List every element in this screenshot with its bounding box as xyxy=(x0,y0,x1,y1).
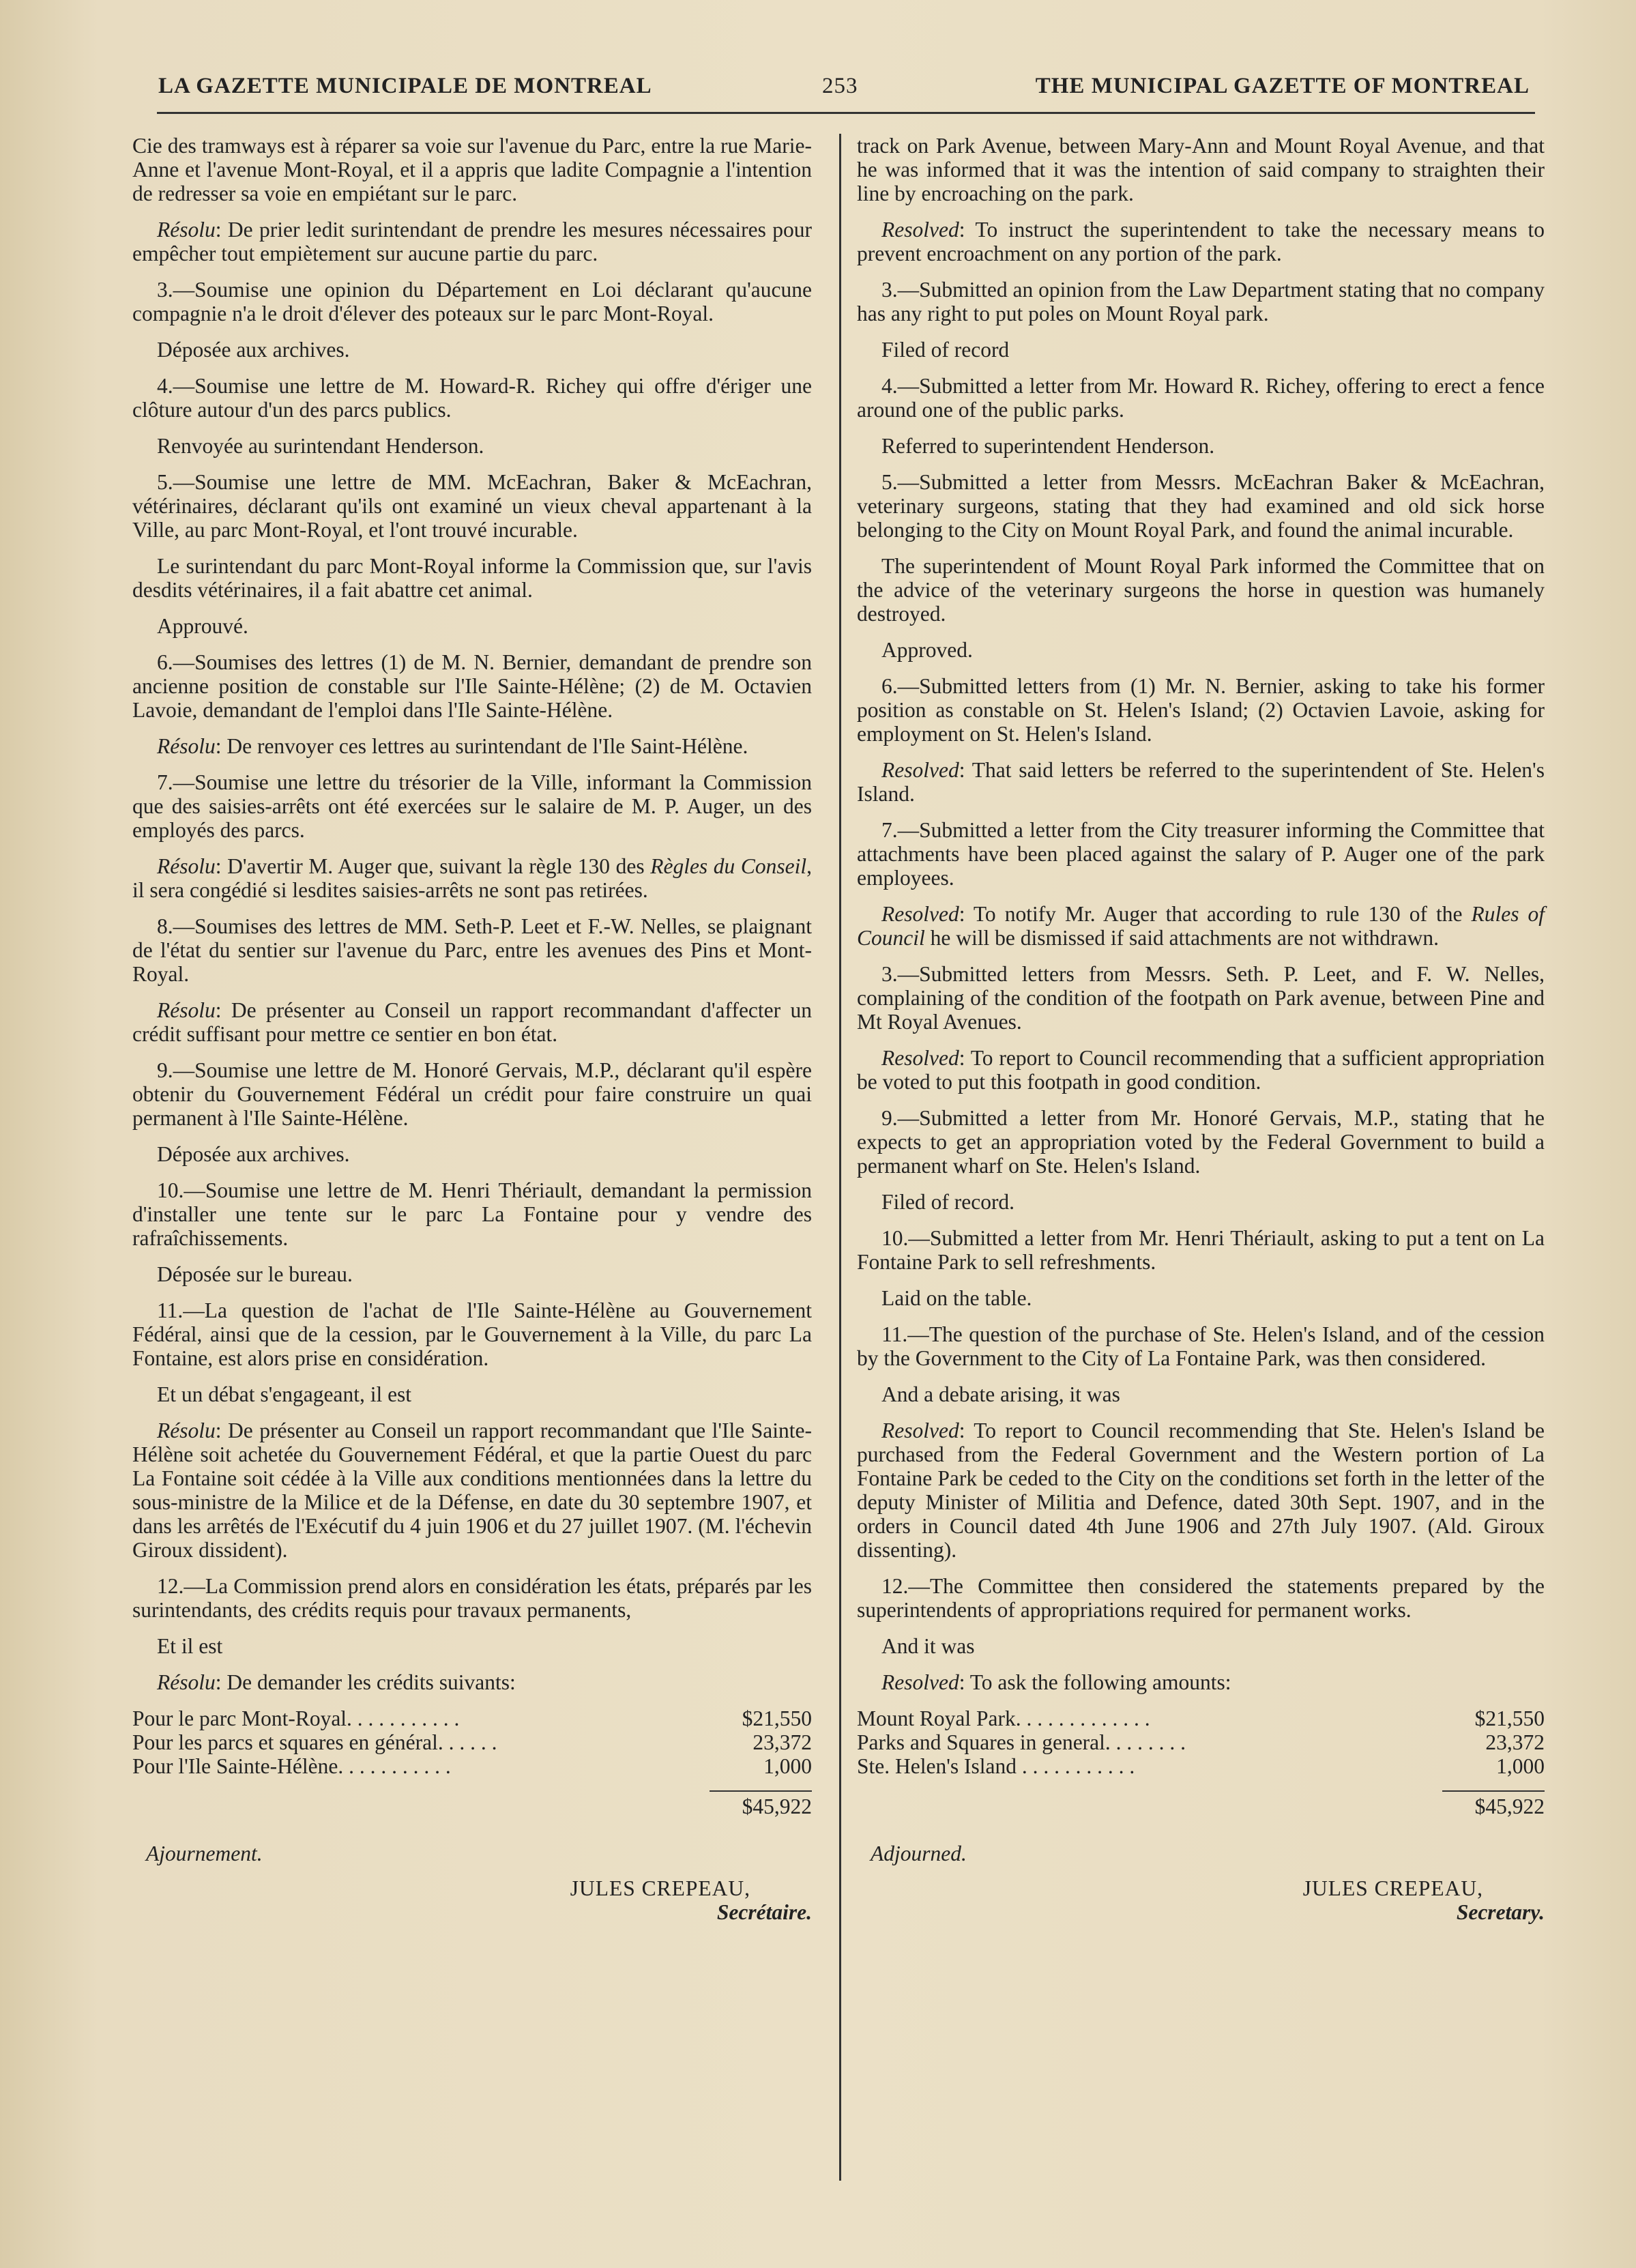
amount-label: Ste. Helen's Island . . . . . . . . . . . xyxy=(857,1754,1135,1778)
resolution-text: : De renvoyer ces lettres au surintendant de l'Ile Saint-Hélène. xyxy=(215,734,748,758)
amount-label: Pour le parc Mont-Royal. . . . . . . . . . . xyxy=(132,1706,460,1730)
header-title-english: THE MUNICIPAL GAZETTE OF MONTREAL xyxy=(1035,74,1530,98)
fr-paragraph: 9.—Soumise une lettre de M. Honoré Gervais, M.P., déclarant qu'il espère obtenir du Gouvernement Fédéral un crédit pour faire construire un quai permanent à l'Ile Sainte-Hélène. xyxy=(132,1058,812,1130)
fr-paragraph: Déposée aux archives. xyxy=(157,1142,350,1166)
amount-label: Parks and Squares in general. . . . . . . . xyxy=(857,1730,1186,1754)
amount-value: 1,000 xyxy=(1496,1754,1545,1778)
en-paragraph xyxy=(857,758,1545,806)
en-amounts-table xyxy=(857,1706,1545,1778)
fr-paragraph: 10.—Soumise une lettre de M. Henri Thériault, demandant la permission d'installer une tente sur le parc La Fontaine pour y vendre des rafraîchissements. xyxy=(132,1178,812,1250)
fr-paragraph: 6.—Soumises des lettres (1) de M. N. Bernier, demandant de prendre son ancienne position de constable sur l'Ile Sainte-Hélène; (2) de M. Octavien Lavoie, demandant de l'emploi dans l'Ile Sainte-Hélène. xyxy=(132,650,812,722)
fr-paragraph xyxy=(132,854,812,902)
resolution-text: : De présenter au Conseil un rapport recommandant que l'Ile Sainte-Hélène soit achetée du Gouvernement Fédéral, et que la partie Ouest du parc La Fontaine soit cédée à la Ville aux conditions mentionnées dans la lettre du sous-ministre de la Milice et de la Défense, en date du 30 septembre 1907, et dans les arrêtés de l'Exécutif du 4 juin 1906 et du 27 juillet 1907. (M. l'échevin Giroux dissident). xyxy=(132,1419,812,1562)
amount-label: Pour les parcs et squares en général. . . . . . xyxy=(132,1730,497,1754)
resolution-text: : To report to Council recommending that a sufficient appropriation be voted to put this footpath in good condition. xyxy=(857,1046,1545,1094)
resolution-text: : To instruct the superintendent to take the necessary means to prevent encroachment on any portion of the park. xyxy=(857,218,1545,265)
page-number: 253 xyxy=(822,74,858,98)
resolution-label: Resolved xyxy=(881,218,959,242)
resolution-text: , il sera congédié si lesdites saisies-arrêts ne sont pas retirées. xyxy=(132,854,813,902)
en-paragraph: And it was xyxy=(881,1634,975,1658)
en-paragraph: 10.—Submitted a letter from Mr. Henri Thériault, asking to put a tent on La Fontaine Park to sell refreshments. xyxy=(857,1226,1545,1274)
resolution-label: Résolu xyxy=(157,854,216,878)
en-paragraph: 4.—Submitted a letter from Mr. Howard R. Richey, offering to erect a fence around one of the public parks. xyxy=(857,374,1545,422)
en-paragraph: And a debate arising, it was xyxy=(881,1382,1120,1406)
en-paragraph: 12.—The Committee then considered the statements prepared by the superintendents of appropriations required for permanent works. xyxy=(857,1574,1545,1622)
resolution-label: Résolu xyxy=(157,1419,216,1442)
resolution-label: Resolved xyxy=(881,1046,959,1070)
amount-value: 1,000 xyxy=(763,1754,812,1778)
signature-role: Secretary. xyxy=(1456,1900,1545,1924)
rules-title: Règles du Conseil xyxy=(650,854,807,878)
fr-paragraph: 12.—La Commission prend alors en considération les états, préparés par les surintendants, des crédits requis pour travaux permanents, xyxy=(132,1574,812,1622)
resolution-label: Résolu xyxy=(157,998,216,1022)
rules-title: Rules of Council xyxy=(857,902,1545,950)
fr-paragraph xyxy=(132,998,812,1046)
en-paragraph xyxy=(857,218,1545,265)
fr-paragraph: 4.—Soumise une lettre de M. Howard-R. Richey qui offre d'ériger une clôture autour d'un des parcs publics. xyxy=(132,374,812,422)
en-paragraph: Filed of record. xyxy=(881,1190,1015,1214)
en-paragraph xyxy=(857,1046,1545,1094)
english-column xyxy=(857,134,1545,1924)
adjourned-note: Ajournement. xyxy=(146,1842,263,1865)
amount-row xyxy=(857,1730,1545,1754)
fr-paragraph: Déposée sur le bureau. xyxy=(157,1262,353,1286)
resolution-text: : To notify Mr. Auger that according to rule 130 of the xyxy=(959,902,1472,926)
en-paragraph: Referred to superintendent Henderson. xyxy=(881,434,1215,458)
total-rule xyxy=(710,1790,812,1792)
amount-value: $21,550 xyxy=(742,1706,812,1730)
amount-row xyxy=(857,1754,1545,1778)
en-paragraph: The superintendent of Mount Royal Park informed the Committee that on the advice of the veterinary surgeons the horse in question was humanely destroyed. xyxy=(857,554,1545,626)
fr-amounts-table xyxy=(132,1706,812,1778)
en-paragraph: Laid on the table. xyxy=(881,1286,1032,1310)
french-column xyxy=(132,134,812,1924)
fr-paragraph: 11.—La question de l'achat de l'Ile Sainte-Hélène au Gouvernement Fédéral, ainsi que de la cession, par le Gouvernement à la Ville, du parc La Fontaine, est alors prise en considération. xyxy=(132,1298,812,1370)
resolution-label: Résolu xyxy=(157,734,216,758)
amount-total: $45,922 xyxy=(742,1794,812,1818)
fr-paragraph xyxy=(132,218,812,265)
fr-paragraph xyxy=(132,734,812,758)
amount-value: 23,372 xyxy=(1485,1730,1545,1754)
amount-row xyxy=(857,1706,1545,1730)
en-paragraph: Filed of record xyxy=(881,338,1010,362)
fr-paragraph: Et il est xyxy=(157,1634,223,1658)
signature-name: JULES CREPEAU, xyxy=(1302,1876,1483,1900)
fr-paragraph: 3.—Soumise une opinion du Département en Loi déclarant qu'aucune compagnie n'a le droit d'élever des poteaux sur le parc Mont-Royal. xyxy=(132,278,812,325)
fr-paragraph: 8.—Soumises des lettres de MM. Seth-P. Leet et F.-W. Nelles, se plaignant de l'état du sentier sur l'avenue du Parc, entre les avenues des Pins et Mont-Royal. xyxy=(132,914,812,986)
en-paragraph: 3.—Submitted letters from Messrs. Seth. P. Leet, and F. W. Nelles, complaining of the condition of the footpath on Park avenue, between Pine and Mt Royal Avenues. xyxy=(857,962,1545,1034)
page-header xyxy=(158,74,1530,115)
header-rule xyxy=(157,112,1535,114)
en-paragraph xyxy=(857,902,1545,950)
en-paragraph: Approved. xyxy=(881,638,973,662)
amount-label: Mount Royal Park. . . . . . . . . . . . . xyxy=(857,1706,1150,1730)
resolution-label: Résolu xyxy=(157,218,216,242)
en-paragraph: 3.—Submitted an opinion from the Law Department stating that no company has any right to put poles on Mount Royal park. xyxy=(857,278,1545,325)
resolution-text: : That said letters be referred to the superintendent of Ste. Helen's Island. xyxy=(857,758,1545,806)
fr-paragraph: Et un débat s'engageant, il est xyxy=(157,1382,412,1406)
fr-paragraph: Approuvé. xyxy=(157,614,248,638)
header-title-french: LA GAZETTE MUNICIPALE DE MONTREAL xyxy=(158,74,652,98)
fr-paragraph: Cie des tramways est à réparer sa voie sur l'avenue du Parc, entre la rue Marie-Anne et l'avenue Mont-Royal, et il a appris que ladite Compagnie a l'intention de redresser sa voie en empiétant sur le parc. xyxy=(132,134,812,205)
amount-value: $21,550 xyxy=(1474,1706,1545,1730)
amount-row xyxy=(132,1706,812,1730)
resolution-text: : D'avertir M. Auger que, suivant la règle 130 des xyxy=(215,854,651,878)
signature-name: JULES CREPEAU, xyxy=(570,1876,750,1900)
resolution-label: Resolved xyxy=(881,902,959,926)
signature-role: Secrétaire. xyxy=(716,1900,812,1924)
amount-row xyxy=(132,1730,812,1754)
en-paragraph: 6.—Submitted letters from (1) Mr. N. Bernier, asking to take his former position as constable on St. Helen's Island; (2) Octavien Lavoie, asking for employment on St. Helen's Island. xyxy=(857,674,1545,746)
adjourned-note: Adjourned. xyxy=(871,1842,967,1865)
en-paragraph xyxy=(857,1670,1545,1694)
en-paragraph: track on Park Avenue, between Mary-Ann and Mount Royal Avenue, and that he was informed that it was the intention of said company to straighten their line by encroaching on the park. xyxy=(857,134,1545,205)
resolution-label: Resolved xyxy=(881,1670,959,1694)
fr-paragraph: Renvoyée au surintendant Henderson. xyxy=(157,434,484,458)
fr-paragraph xyxy=(132,1670,812,1694)
en-paragraph xyxy=(857,1419,1545,1562)
en-paragraph: 11.—The question of the purchase of Ste. Helen's Island, and of the cession by the Government to the City of La Fontaine Park, was then considered. xyxy=(857,1322,1545,1370)
resolution-text: : To ask the following amounts: xyxy=(959,1670,1231,1694)
fr-paragraph: 7.—Soumise une lettre du trésorier de la Ville, informant la Commission que des saisies-arrêts ont été exercées sur le salaire de M. P. Auger, un des employés des parcs. xyxy=(132,770,812,842)
resolution-text: : To report to Council recommending that Ste. Helen's Island be purchased from the Federal Government and the Western portion of La Fontaine Park be ceded to the City on the conditions set forth in the letter of the deputy Minister of Militia and Defence, dated 30th Sept. 1907, and in the orders in Council dated 4th June 1906 and 27th July 1907. (Ald. Giroux dissenting). xyxy=(857,1419,1545,1562)
amount-total: $45,922 xyxy=(1474,1794,1545,1818)
en-paragraph: 7.—Submitted a letter from the City treasurer informing the Committee that attachments have been placed against the salary of P. Auger one of the park employees. xyxy=(857,818,1545,890)
resolution-text: : De prier ledit surintendant de prendre les mesures nécessaires pour empêcher tout empiètement sur aucune partie du parc. xyxy=(132,218,812,265)
fr-paragraph: Le surintendant du parc Mont-Royal informe la Commission que, sur l'avis desdits vétérinaires, il a fait abattre cet animal. xyxy=(132,554,812,602)
amount-value: 23,372 xyxy=(753,1730,812,1754)
resolution-text: : De présenter au Conseil un rapport recommandant d'affecter un crédit suffisant pour mettre ce sentier en bon état. xyxy=(132,998,812,1046)
en-paragraph: 5.—Submitted a letter from Messrs. McEachran Baker & McEachran, veterinary surgeons, stating that they had examined and old sick horse belonging to the City on Mount Royal Park, and found the animal incurable. xyxy=(857,470,1545,542)
total-rule xyxy=(1442,1790,1545,1792)
fr-paragraph xyxy=(132,1419,812,1562)
en-paragraph: 9.—Submitted a letter from Mr. Honoré Gervais, M.P., stating that he expects to get an appropriation voted by the Federal Government to build a permanent wharf on Ste. Helen's Island. xyxy=(857,1106,1545,1178)
amount-label: Pour l'Ile Sainte-Hélène. . . . . . . . . . . xyxy=(132,1754,451,1778)
resolution-text: : De demander les crédits suivants: xyxy=(215,1670,516,1694)
column-divider xyxy=(839,134,841,2181)
resolution-label: Resolved xyxy=(881,1419,959,1442)
resolution-text: he will be dismissed if said attachments are not withdrawn. xyxy=(924,926,1439,950)
resolution-label: Résolu xyxy=(157,1670,216,1694)
amount-row xyxy=(132,1754,812,1778)
fr-paragraph: 5.—Soumise une lettre de MM. McEachran, Baker & McEachran, vétérinaires, déclarant qu'ils ont examiné un vieux cheval appartenant à la Ville, au parc Mont-Royal, et l'ont trouvé incurable. xyxy=(132,470,812,542)
fr-paragraph: Déposée aux archives. xyxy=(157,338,350,362)
resolution-label: Resolved xyxy=(881,758,959,782)
